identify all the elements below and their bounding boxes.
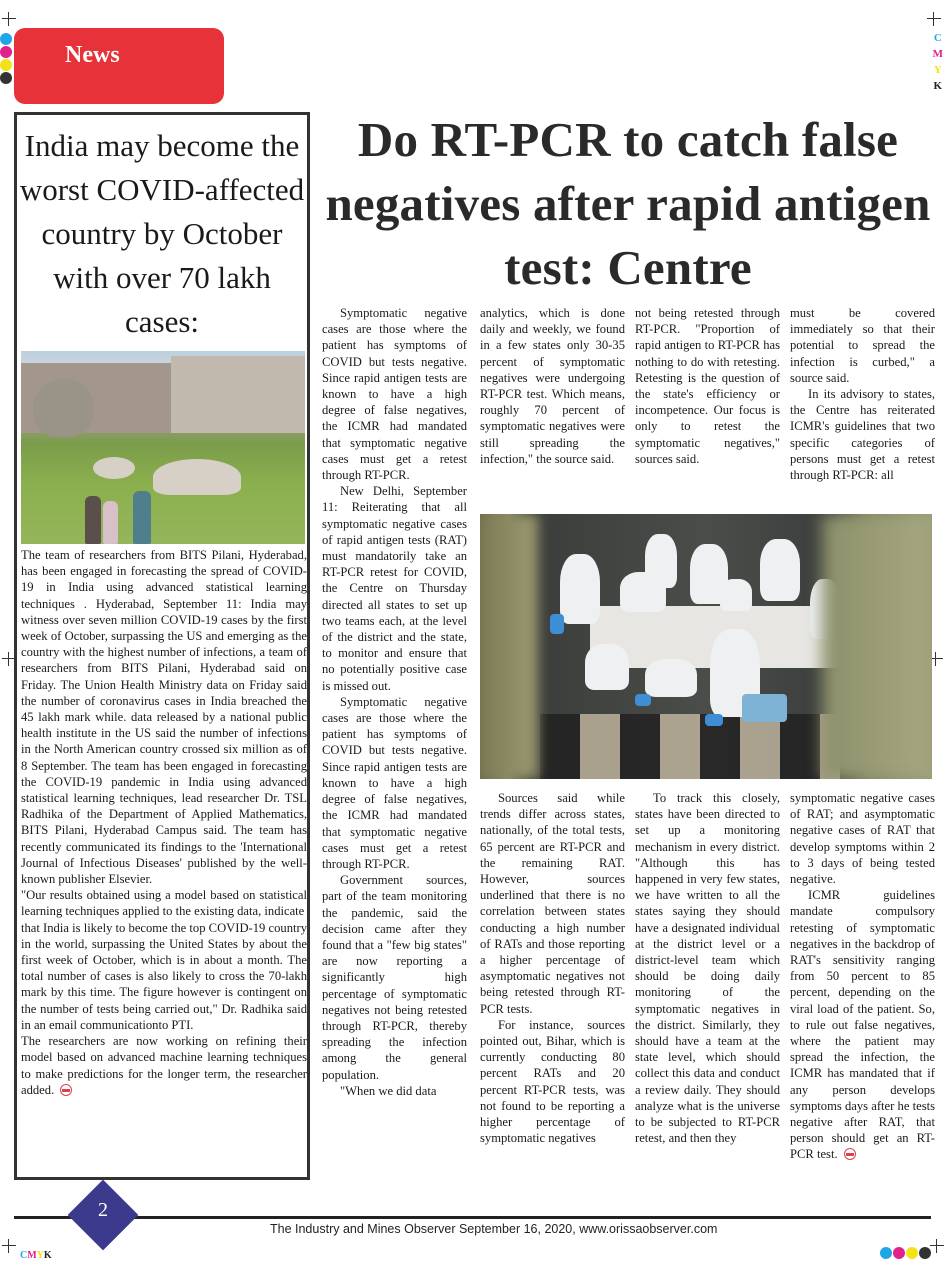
magenta-dot-icon xyxy=(0,46,12,58)
crop-mark-bottom-right xyxy=(930,1239,944,1253)
article-paragraph: analytics, which is done daily and weekly, we found in a few states only 30-35 percent of symptomatic negatives were undergoing RT-PCR test. Which means, roughly 70 percent of symptomatic negatives were still spreading the infection," the source said. xyxy=(480,306,625,466)
crop-mark-bottom-left xyxy=(2,1239,16,1253)
magenta-dot-icon xyxy=(893,1247,905,1259)
article-paragraph: Symptomatic negative cases are those where the patient has symptoms of COVID but tests negative. Since rapid antigen tests are known to have a high degree of false negatives, the ICMR had mandated that symptomatic negative cases must get a retest through RT-PCR. xyxy=(322,694,467,871)
cmyk-m: M xyxy=(27,1250,37,1261)
article-photo-health-workers xyxy=(480,514,932,779)
article-paragraph: To track this closely, states have been directed to set up a monitoring mechanism in every district. "Although this has happened in very few states, we have written to all the states saying they should have a designated individual at the district level or a district-level team which should be doing daily monitoring of the symptomatic negatives in the district. Similarly, they should have a team at the state level, which should collect this data and conduct a review daily. They should analyze what is the universe to be subjected to RT-PCR retest, and then they xyxy=(635,791,780,1146)
cmyk-m: M xyxy=(932,48,943,60)
article-paragraph: Symptomatic negative cases are those where the patient has symptoms of COVID but tests negative. Since rapid antigen tests are known to have a high degree of false negatives, the ICMR had mandated that symptomatic negative cases must get a retest through RT-PCR. xyxy=(322,306,467,483)
section-label: News xyxy=(65,42,120,68)
article-paragraph-text: ICMR guidelines mandate compulsory retesting of symptomatic negatives in the backdrop of RAT's sensitivity ranging from 50 percent to 85 percent, depending on the viral load of the patient. So, to rule out false negatives, where the patient may spread the infection, the ICMR has mandated that if any person develops symptoms days after he tests negative after RAT, that person should get an RT-PCR test. xyxy=(790,888,935,1162)
yellow-dot-icon xyxy=(0,59,12,71)
article-column-4-top xyxy=(790,305,935,483)
article-column-2-top xyxy=(480,305,625,467)
article-column-2-bottom xyxy=(480,790,625,1146)
article-paragraph xyxy=(790,887,935,1162)
section-tab-news xyxy=(14,28,224,104)
sidebar-article xyxy=(14,112,310,1180)
cmyk-c: C xyxy=(20,1250,28,1261)
end-of-story-icon xyxy=(844,1148,856,1160)
cyan-dot-icon xyxy=(0,33,12,45)
end-of-story-icon xyxy=(60,1084,72,1096)
article-column-3-bottom xyxy=(635,790,780,1146)
article-paragraph: New Delhi, September 11: Reiterating that all symptomatic negative cases of rapid antigen tests (RAT) must mandatorily take an RT-PCR retest for COVID, the Centre on Thursday directed all states to set up two teams each, at the level of the district and the state, to monitor and ensure that no potentially positive case is missed out. xyxy=(322,484,467,693)
sidebar-photo-campus xyxy=(21,351,305,544)
color-registration-dots-bottom-right xyxy=(880,1247,931,1259)
sidebar-paragraph xyxy=(21,1033,307,1098)
cyan-dot-icon xyxy=(880,1247,892,1259)
cmyk-label-bottom-left xyxy=(20,1250,52,1261)
cmyk-k: K xyxy=(933,80,943,92)
sidebar-paragraph-text: The researchers are now working on refining their model based on advanced machine learning techniques to make predictions for the longer term, the researcher added. xyxy=(21,1034,307,1097)
footer-rule xyxy=(14,1216,931,1219)
sidebar-paragraph: The team of researchers from BITS Pilani, Hyderabad, has been engaged in forecasting the spread of COVID-19 in India using advanced statistical learning techniques . Hyderabad, September 11: India may witness over seven million COVID-19 cases by the first week of October, surpassing the US and emerging as the country with the highest number of infections, a team of researchers from BITS Pilani, Hyderabad said on Friday. The Union Health Ministry data on Friday said the number of coronavirus cases in India breached the 45 lakh mark while. data released by a national public health institute in the US said the number of infections in the North American country crossed six million as of 8 September. The team has been engaged in forecasting the COVID-19 pandemic in India using advanced statistical learning techniques, lead researcher Dr. TSL Radhika of the Department of Applied Mathematics, BITS Pilani, Hyderabad Campus said. The team has recently communicated its findings to the 'International Journal of Infectious Diseases' published by the well-known publisher Elsevier. xyxy=(21,548,307,887)
yellow-dot-icon xyxy=(906,1247,918,1259)
crop-mark-top-left xyxy=(2,12,16,26)
cmyk-y: Y xyxy=(36,1250,44,1261)
main-headline: Do RT-PCR to catch false negatives after rapid antigen test: Centre xyxy=(325,112,931,295)
sidebar-paragraph: "Our results obtained using a model based on statistical learning techniques applied to the existing data, indicate xyxy=(21,888,307,919)
crop-mark-top-right xyxy=(927,12,941,26)
article-paragraph: Government sources, part of the team monitoring the pandemic, said the decision came after they found that a "few big states" are now reporting a significantly high percentage of symptomatic negatives not being retested through RT-PCR, thereby spreading the infection among the general population. xyxy=(322,873,467,1082)
cmyk-c: C xyxy=(933,32,942,44)
color-registration-dots-left xyxy=(0,33,12,84)
article-paragraph: For instance, sources pointed out, Bihar, which is currently conducting 80 percent RATs and 20 percent RT-PCR tests, was not found to be reporting a higher percentage of symptomatic negatives xyxy=(480,1017,625,1146)
sidebar-headline: India may become the worst COVID-affected country by October with over 70 lakh cases: xyxy=(19,128,305,339)
cmyk-y: Y xyxy=(933,64,942,76)
sidebar-body xyxy=(21,547,307,1098)
article-column-4-bottom xyxy=(790,790,935,1163)
article-paragraph: symptomatic negative cases of RAT; and asymptomatic negative cases of RAT that develop symptoms within 2 to 3 days of being tested negative. xyxy=(790,791,935,887)
article-paragraph: In its advisory to states, the Centre has reiterated ICMR's guidelines that two specific categories of persons must get a retest through RT-PCR: all xyxy=(790,387,935,483)
black-dot-icon xyxy=(919,1247,931,1259)
article-paragraph: not being retested through RT-PCR. "Proportion of rapid antigen to RT-PCR has nothing to do with retesting. Retesting is the question of the state's efficiency or incompetence. Our focus is only to retest the symptomatic negatives," sources said. xyxy=(635,306,780,466)
article-paragraph: "When we did data xyxy=(340,1083,437,1098)
cmyk-label-top-right xyxy=(933,30,943,94)
article-column-1 xyxy=(322,305,467,1099)
sidebar-paragraph: that India is likely to become the top COVID-19 country in the world, surpassing the United States by about the first week of October, which is in about a month. The total number of cases is also likely to cross the 70-lakh mark by this time. The figure however is contingent on the number of tests being carried out," Dr. Radhika said in an email communicationto PTI. xyxy=(21,920,307,1032)
cmyk-k: K xyxy=(43,1250,52,1261)
article-paragraph: Sources said while trends differ across states, nationally, of the total tests, 65 percent are RT-PCR and the remaining RAT. However, sources underlined that there is no correlation between states conducting a high number of RATs and those reporting a higher percentage of asymptomatic negatives not being retested through RT-PCR tests. xyxy=(480,791,625,1016)
article-column-3-top xyxy=(635,305,780,467)
black-dot-icon xyxy=(0,72,12,84)
footer-publication-line: The Industry and Mines Observer September 16, 2020, www.orissaobserver.com xyxy=(270,1222,718,1236)
page-number: 2 xyxy=(98,1199,108,1221)
article-paragraph: must be covered immediately so that their potential to spread the infection is curbed," a source said. xyxy=(790,306,935,385)
